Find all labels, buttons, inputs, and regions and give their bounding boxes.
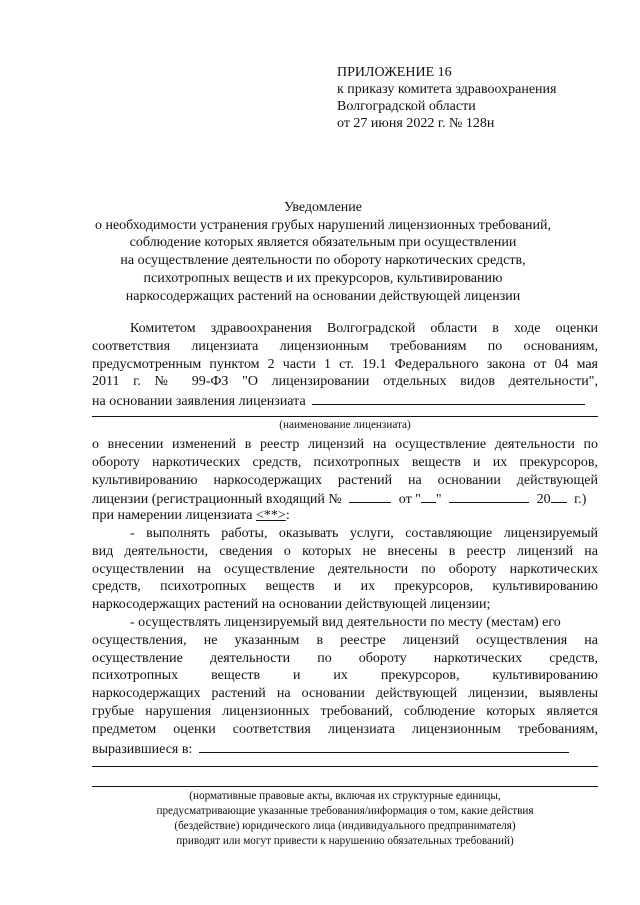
bullet-unregistered-place xyxy=(92,614,598,756)
violations-line[interactable] xyxy=(92,766,598,767)
text-line: о внесении изменений в реестр лицензий на осуществление деятельности по xyxy=(92,437,598,452)
text-fragment: при намерении лицензиата xyxy=(92,508,253,524)
notice-subtitle-line: соблюдение которых является обязательным при осуществлении xyxy=(129,235,517,251)
text-line: культивированию наркосодержащих растений на основании действующей xyxy=(92,472,598,488)
notice-subtitle-line: наркосодержащих растений на основании действующей лицензии xyxy=(125,288,521,304)
text-fragment: от " xyxy=(398,492,421,508)
text-line: наркосодержащих растений на основании действующей лицензии; xyxy=(92,597,491,613)
licensee-caption: (наименование лицензиата) xyxy=(279,419,411,431)
text-fragment: на основании заявления лицензиата xyxy=(92,394,306,410)
caption-line: приводят или могут привести к нарушению обязательных требований) xyxy=(176,835,514,847)
caption-line: (бездействие) юридического лица (индивидуального предпринимателя) xyxy=(174,820,516,832)
paragraph-application xyxy=(92,436,598,525)
notice-title-block xyxy=(40,199,606,305)
caption-line: (нормативные правовые акты, включая их структурные единицы, xyxy=(189,790,501,802)
bullet-unregistered-works xyxy=(92,525,598,614)
notice-heading: Уведомление xyxy=(283,200,362,215)
text-line: вид деятельности, сведения о которых не внесены в реестр лицензий на xyxy=(92,543,598,559)
annex-order-line: к приказу комитета здравоохранения xyxy=(337,82,557,97)
text-line: осуществления, не указанным в реестре лицензий осуществления на xyxy=(92,632,598,648)
footnote-reference[interactable]: <**> xyxy=(256,508,286,524)
text-fragment: лицензии (регистрационный входящий № xyxy=(92,492,342,508)
violations-caption xyxy=(92,789,598,849)
text-fragment: г.) xyxy=(574,492,587,508)
registration-day-field[interactable] xyxy=(421,489,436,503)
annex-header xyxy=(337,64,556,132)
notice-subtitle-line: о необходимости устранения грубых нарушений лицензионных требований, xyxy=(94,217,552,233)
text-line: грубые нарушения лицензионных требований, соблюдение которых является xyxy=(92,703,598,719)
annex-region-line: Волгоградской области xyxy=(337,99,476,114)
violations-line[interactable] xyxy=(92,786,598,787)
text-line: Комитетом здравоохранения Волгоградской области в ходе оценки xyxy=(130,321,598,336)
registration-year-field[interactable] xyxy=(551,489,567,503)
text-line xyxy=(92,507,598,525)
text-line: осуществление деятельности по обороту наркотических средств, xyxy=(92,650,598,666)
text-line: соответствия лицензиата лицензионным требованиям по основаниям, xyxy=(92,338,598,354)
text-line: наркосодержащих растений на основании действующей лицензии, выявлены xyxy=(92,686,598,702)
registration-month-field[interactable] xyxy=(449,489,529,503)
violations-field[interactable] xyxy=(199,739,569,753)
text-line: средств, психотропных веществ и их прекурсоров, культивированию xyxy=(92,579,598,595)
text-fragment: выразившиеся в: xyxy=(92,741,193,757)
text-line: - выполнять работы, оказывать услуги, составляющие лицензируемый xyxy=(130,526,598,541)
licensee-name-field[interactable] xyxy=(312,391,585,405)
text-fragment: " xyxy=(435,492,442,508)
registration-number-field[interactable] xyxy=(349,489,391,503)
text-line: осуществлении на осуществление деятельности по обороту наркотических xyxy=(92,561,598,577)
registration-line xyxy=(92,489,598,507)
text-line: предусмотренным пунктом 2 части 1 ст. 19.1 Федерального закона от 04 мая xyxy=(92,356,598,372)
text-line: психотропных веществ и их прекурсоров, культивированию xyxy=(92,668,598,684)
text-fragment: 20 xyxy=(536,492,551,508)
text-line: 2011 г. № 99-ФЗ "О лицензировании отдельных видов деятельности", xyxy=(92,374,598,390)
text-line: обороту наркотических средств, психотропных веществ и их прекурсоров, xyxy=(92,454,598,470)
text-fragment: : xyxy=(285,508,290,524)
annex-date-line: от 27 июня 2022 г. № 128н xyxy=(337,116,495,131)
notice-subtitle-line: на осуществление деятельности по обороту наркотических средств, xyxy=(120,253,526,269)
caption-line: предусматривающие указанные требования/информация о том, какие действия xyxy=(156,805,534,817)
annex-title: ПРИЛОЖЕНИЕ 16 xyxy=(337,65,452,80)
text-line: предметом оценки соответствия лицензиата лицензионным требованиям, xyxy=(92,721,598,737)
text-line xyxy=(92,391,598,409)
licensee-name-line[interactable] xyxy=(92,416,598,417)
notice-subtitle-line: психотропных веществ и их прекурсоров, культивированию xyxy=(143,270,503,286)
paragraph-assessment xyxy=(92,320,598,409)
text-line xyxy=(92,739,598,757)
text-line: - осуществлять лицензируемый вид деятельности по месту (местам) его xyxy=(130,615,561,630)
